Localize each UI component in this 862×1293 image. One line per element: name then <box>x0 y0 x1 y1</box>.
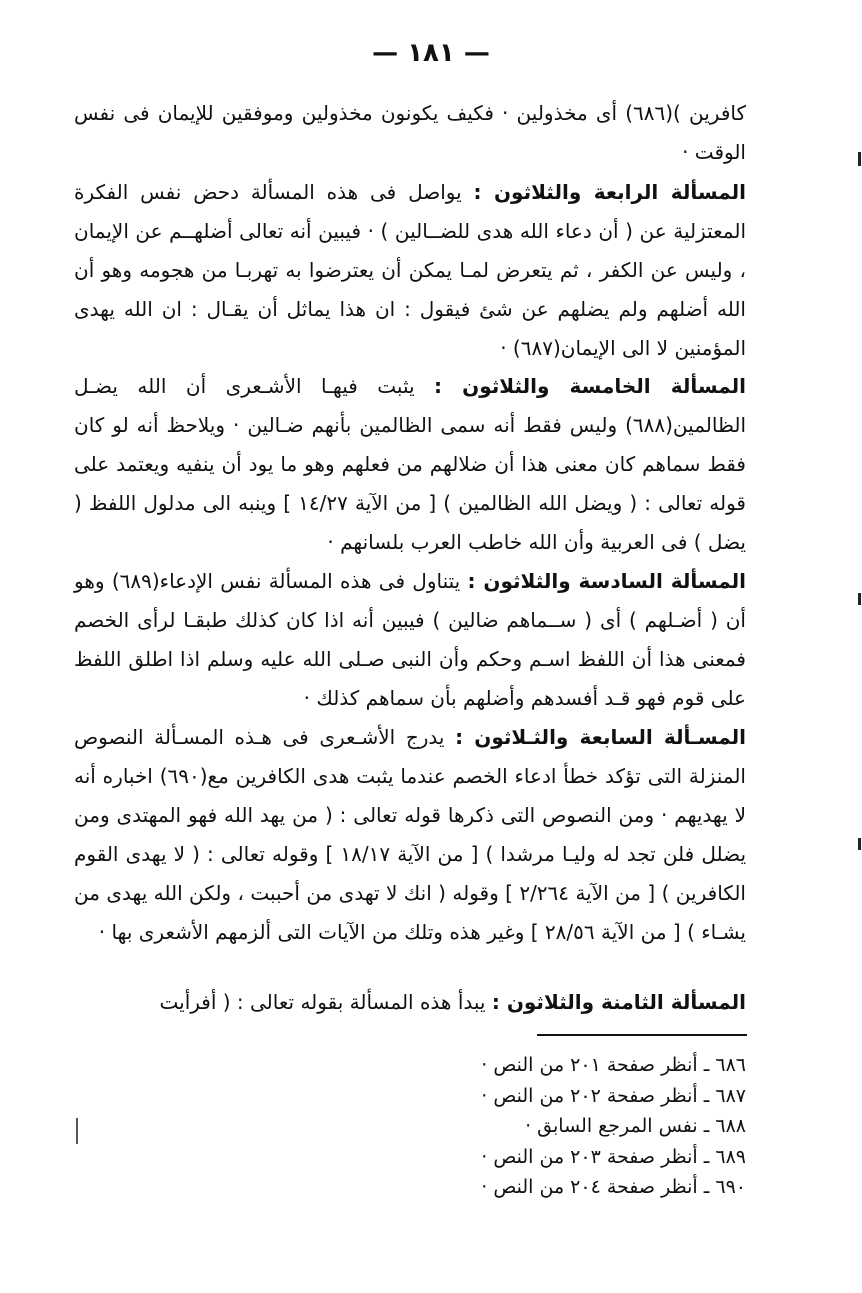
paragraph-text: يواصل فى هذه المسألة دحض نفس الفكرة المعتزلية عن ( أن دعاء الله هدى للضــالين ) · فيبين أنه تعالى أضلهــم عن الإيمان ، وليس عن الكفر ، ثم يتعرض لمـا يمكن أن يعترضوا به تهربـا من هجومه وهو أن الله أضلهم ولم يضلهم عن شئ فيقول : ان هذا يماثل أن يقـال : ان الله يهدى المؤمنين لا الى الإيمان(٦٨٧) · <box>74 180 746 360</box>
footnote: ٦٨٩ ـ أنظر صفحة ٢٠٣ من النص · <box>481 1145 746 1168</box>
footnote: ٦٩٠ ـ أنظر صفحة ٢٠٤ من النص · <box>481 1176 746 1198</box>
paragraph-heading: المسألة الخامسة والثلاثون : <box>434 374 747 398</box>
footnote-text: أنظر صفحة ٢٠٤ من النص · <box>481 1176 698 1198</box>
footnote-number: ٦٩٠ <box>715 1176 746 1198</box>
footnotes <box>346 1050 746 1203</box>
paragraph-question-38 <box>74 983 746 1022</box>
paragraph-question-34 <box>74 173 746 368</box>
footnote-separator <box>537 1034 747 1036</box>
paragraph-heading: المسألة الرابعة والثلاثون : <box>473 180 747 204</box>
footnote-number: ٦٨٦ <box>715 1054 746 1076</box>
scan-edge-mark <box>858 593 861 605</box>
scan-edge-mark <box>858 152 861 166</box>
footnote-text: أنظر صفحة ٢٠٢ من النص · <box>481 1084 698 1107</box>
paragraph-question-37 <box>74 718 746 952</box>
paragraph-question-36 <box>74 562 746 718</box>
paragraph-heading: المسألة الثامنة والثلاثون : <box>491 990 746 1014</box>
paragraph-continuation <box>74 94 746 172</box>
page-number: — ١٨١ — <box>372 38 490 68</box>
footnote-number: ٦٨٨ <box>715 1115 746 1137</box>
paragraph-text: يتناول فى هذه المسألة نفس الإدعاء(٦٨٩) وهو أن ( أضـلهم ) أى ( ســماهم ضالين ) فيبين أنه اذا كان كذلك طبقـا لرأى الخصم فمعنى هذا أن اللفظ اسـم وحكم وأن النبى صـلى الله عليه وسلم اذا اطلق اللفظ على قوم فهو قـد أفسدهم وأضلهم بأن سماهم كذلك · <box>74 569 746 710</box>
footnote-text: نفس المرجع السابق · <box>525 1115 698 1137</box>
footnote-number: ٦٨٩ <box>715 1145 746 1168</box>
footnote: ٦٨٧ ـ أنظر صفحة ٢٠٢ من النص · <box>481 1084 746 1107</box>
footnote: ٦٨٦ ـ أنظر صفحة ٢٠١ من النص · <box>481 1054 746 1076</box>
paragraph-text: يبدأ هذه المسألة بقوله تعالى : ( أفرأيت <box>159 990 486 1014</box>
footnote-text: أنظر صفحة ٢٠٣ من النص · <box>481 1145 698 1168</box>
paragraph-text: يثبت فيهـا الأشـعرى أن الله يضـل الظالمين(٦٨٨) وليس فقط أنه سمى الظالمين بأنهم ضـالين · ويلاحظ أنه لو كان فقط سماهم كان معنى هذا أن ضلالهم من فعلهم وهو ما يود أن ينفيه ويعتمد على قوله تعالى : ( ويضل الله الظالمين ) [ من الآية ١٤/٢٧ ] وينبه الى مدلول اللفظ ( يضل ) فى العربية وأن الله خاطب العرب بلسانهم · <box>74 374 746 554</box>
scan-edge-mark <box>858 838 861 850</box>
footnote-number: ٦٨٧ <box>715 1084 746 1107</box>
footnote: ٦٨٨ ـ نفس المرجع السابق · <box>525 1115 746 1137</box>
paragraph-question-35 <box>74 367 746 562</box>
paragraph-text: يدرج الأشـعرى فى هـذه المسـألة النصوص المنزلة التى تؤكد خطأ ادعاء الخصم عندما يثبت هدى الكافرين مع(٦٩٠) اخباره أنه لا يهديهم · ومن النصوص التى ذكرها قوله تعالى : ( من يهد الله فهو المهتدى ومن يضلل فلن تجد له وليـا مرشدا ) [ من الآية ١٨/١٧ ] وقوله تعالى : ( لا يهدى القوم الكافرين ) [ من الآية ٢/٢٦٤ ] وقوله ( انك لا تهدى من أحببت ، ولكن الله يهدى من يشـاء ) [ من الآية ٢٨/٥٦ ] وغير هذه وتلك من الآيات التى ألزمهم الأشعرى بها · <box>74 725 747 944</box>
paragraph-heading: المسـألة السابعة والثـلاثون : <box>455 725 746 749</box>
paragraph-text: كافرين )(٦٨٦) أى مخذولين · فكيف يكونون مخذولين وموفقين للإيمان فى نفس الوقت · <box>74 101 747 164</box>
scan-speck <box>76 1118 78 1144</box>
paragraph-heading: المسألة السادسة والثلاثون : <box>467 569 746 593</box>
footnote-text: أنظر صفحة ٢٠١ من النص · <box>481 1054 698 1076</box>
